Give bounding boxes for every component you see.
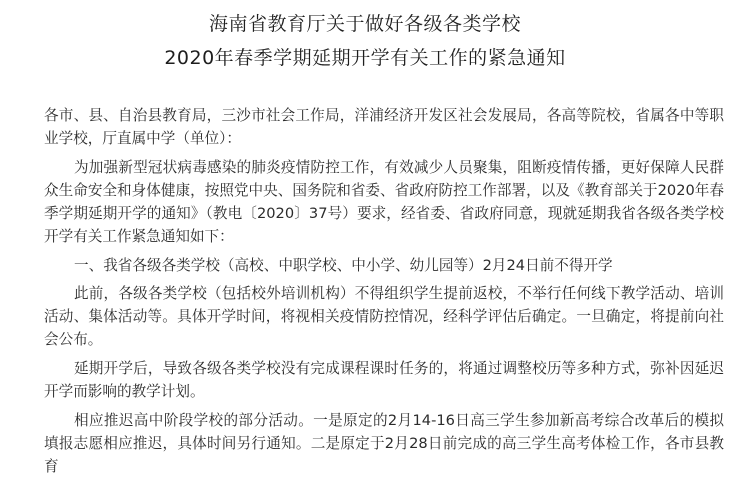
paragraph-high-school-activities: 相应推迟高中阶段学校的部分活动。一是原定的2月14-16日高三学生参加新高考综合改革后的模拟填报志愿相应推迟，具体时间另行通知。二是原定于2月28日前完成的高三学生高考体检工作，各市县教育	[44, 412, 724, 475]
paragraph-delay-compensation: 延期开学后，导致各级各类学校没有完成课程课时任务的，将通过调整校历等多种方式，弥补因延迟开学而影响的教学计划。	[44, 360, 724, 400]
paragraph-heading-1: 一、我省各级各类学校（高校、中职学校、中小学、幼儿园等）2月24日前不得开学	[74, 257, 613, 274]
document-title-line-2: 2020年春季学期延期开学有关工作的紧急通知	[164, 47, 566, 69]
document-body	[44, 104, 724, 484]
document-title-line-1: 海南省教育厅关于做好各级各类学校	[208, 13, 521, 35]
paragraph-intro: 为加强新型冠状病毒感染的肺炎疫情防控工作，有效减少人员聚集，阻断疫情传播，更好保障人民群众生命安全和身体健康，按照党中央、国务院和省委、省政府防控工作部署，以及《教育部关于2020年春季学期延期开学的通知》（教电〔2020〕37号）要求，经省委、省政府同意，现就延期我省各级各类学校开学有关工作紧急通知如下：	[44, 159, 724, 245]
paragraph-returning-school: 此前，各级各类学校（包括校外培训机构）不得组织学生提前返校，不举行任何线下教学活动、培训活动、集体活动等。具体开学时间，将视相关疫情防控情况，经科学评估后确定。一旦确定，将提前向社会公布。	[44, 285, 724, 348]
addressee: 各市、县、自治县教育局，三沙市社会工作局，洋浦经济开发区社会发展局，各高等院校，省属各中等职业学校，厅直属中学（单位）：	[44, 107, 724, 147]
bottom-fade	[0, 492, 730, 504]
